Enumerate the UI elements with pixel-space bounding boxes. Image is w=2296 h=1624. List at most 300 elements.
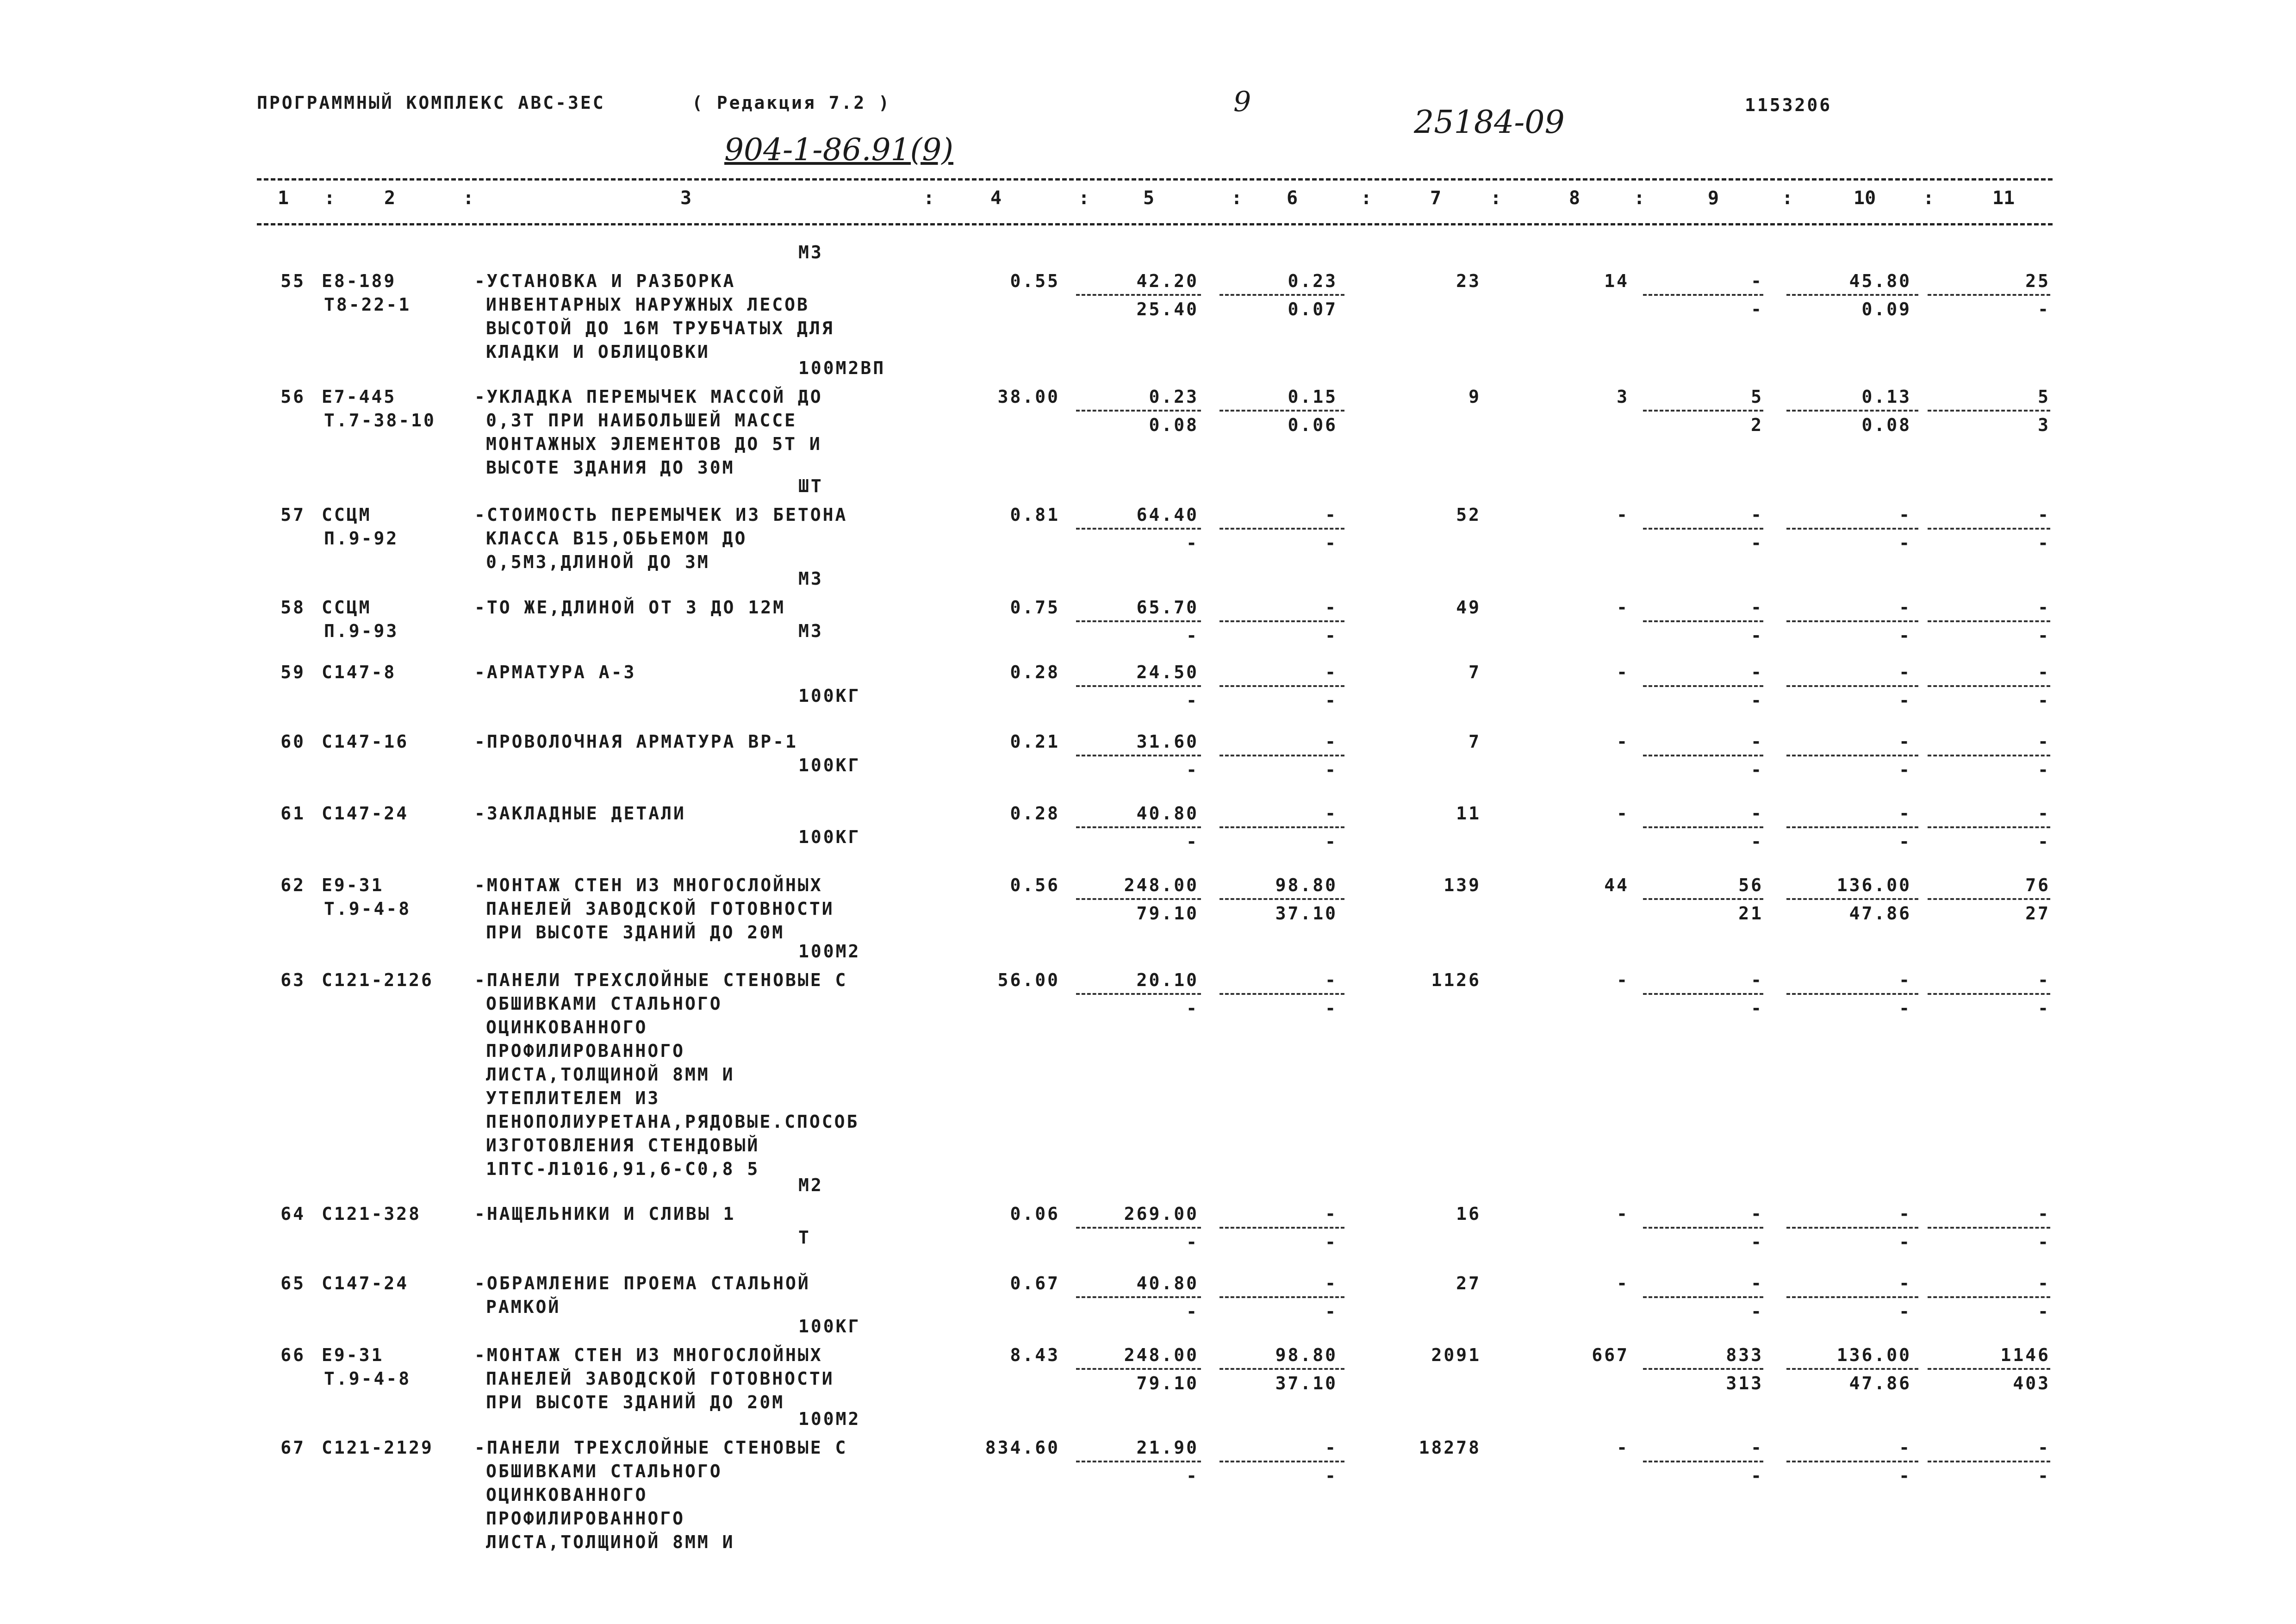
- work-description: ПЕНОПОЛИУРЕТАНА,РЯДОВЫЕ.СПОСОБ: [486, 1112, 859, 1132]
- labor-total-sub-cell: -: [2038, 998, 2050, 1018]
- quantity-cell: 0.21: [1010, 731, 1060, 752]
- project-code: 904-1-86.91(9): [724, 132, 953, 168]
- cell-divider: [1643, 528, 1763, 530]
- machine-cell: -: [1751, 662, 1763, 682]
- labor-sub-cell: -: [1899, 1466, 1911, 1486]
- rate-code: П.9-93: [324, 621, 399, 641]
- labor-sub-cell: -: [1899, 690, 1911, 711]
- machine-cell: -: [1751, 597, 1763, 618]
- unit-wage-sub-cell: -: [1325, 760, 1338, 780]
- cell-divider: [1643, 898, 1763, 900]
- row-number: 65: [280, 1273, 305, 1293]
- cell-divider: [1076, 1296, 1201, 1298]
- work-description: ОБШИВКАМИ СТАЛЬНОГО: [486, 993, 722, 1014]
- rate-code: Е7-445: [322, 387, 397, 407]
- total-cost-cell: 49: [1456, 597, 1481, 618]
- wages-cell: -: [1617, 1273, 1629, 1293]
- row-number: 56: [280, 387, 305, 407]
- labor-sub-cell: -: [1899, 1301, 1911, 1322]
- machine-sub-cell: -: [1751, 998, 1763, 1018]
- table-top-rule: [257, 178, 2053, 181]
- work-description: КЛАССА В15,ОБЬЕМОМ ДО: [486, 528, 747, 549]
- quantity-cell: 0.67: [1010, 1273, 1060, 1293]
- labor-sub-cell: -: [1899, 998, 1911, 1018]
- unit-cost-cell: 248.00: [1124, 1345, 1199, 1365]
- row-number: 63: [280, 970, 305, 990]
- work-description: УТЕПЛИТЕЛЕМ ИЗ: [486, 1088, 660, 1108]
- total-cost-cell: 9: [1468, 387, 1481, 407]
- rate-code: С121-2126: [322, 970, 434, 990]
- cell-divider: [1928, 898, 2050, 900]
- cell-divider: [1076, 755, 1201, 756]
- unit-cost-cell: 40.80: [1136, 1273, 1199, 1293]
- row-number: 57: [280, 505, 305, 525]
- rate-code: С147-8: [322, 662, 397, 682]
- labor-total-cell: -: [2038, 1273, 2050, 1293]
- wages-cell: -: [1617, 731, 1629, 752]
- unit-wage-sub-cell: -: [1325, 831, 1338, 852]
- quantity-cell: 56.00: [997, 970, 1060, 990]
- machine-sub-cell: -: [1751, 831, 1763, 852]
- cell-divider: [1786, 685, 1918, 687]
- unit-cost-cell: 20.10: [1136, 970, 1199, 990]
- machine-sub-cell: 2: [1751, 415, 1763, 435]
- cell-divider: [1786, 898, 1918, 900]
- unit-wage-sub-cell: -: [1325, 1466, 1338, 1486]
- column-header-11: 11: [1992, 187, 2015, 209]
- cell-divider: [1928, 294, 2050, 296]
- unit-wage-cell: -: [1325, 1437, 1338, 1458]
- work-description: -ОБРАМЛЕНИЕ ПРОЕМА СТАЛЬНОЙ: [474, 1273, 810, 1293]
- unit-label: 100КГ: [798, 755, 861, 775]
- cell-divider: [1076, 410, 1201, 412]
- rate-code: Т.9-4-8: [324, 899, 411, 919]
- cell-divider: [1928, 620, 2050, 622]
- column-separator: :: [1634, 187, 1645, 209]
- project-number: 1153206: [1745, 95, 1832, 115]
- cell-divider: [1786, 755, 1918, 756]
- rate-code: Е8-189: [322, 271, 397, 291]
- work-description: ИЗГОТОВЛЕНИЯ СТЕНДОВЫЙ: [486, 1135, 760, 1156]
- machine-sub-cell: -: [1751, 760, 1763, 780]
- wages-cell: 667: [1592, 1345, 1629, 1365]
- work-description: КЛАДКИ И ОБЛИЦОВКИ: [486, 342, 710, 362]
- quantity-cell: 0.06: [1010, 1204, 1060, 1224]
- work-description: РАМКОЙ: [486, 1297, 561, 1317]
- labor-total-sub-cell: -: [2038, 831, 2050, 852]
- labor-sub-cell: -: [1899, 533, 1911, 553]
- quantity-cell: 0.75: [1010, 597, 1060, 618]
- machine-cell: -: [1751, 1204, 1763, 1224]
- work-description: ПРОФИЛИРОВАННОГО: [486, 1508, 685, 1529]
- unit-wage-cell: -: [1325, 597, 1338, 618]
- work-description: 0,3Т ПРИ НАИБОЛЬШЕЙ МАССЕ: [486, 410, 797, 431]
- cell-divider: [1786, 826, 1918, 828]
- work-description: 1ПТС-Л1016,91,6-С0,8 5: [486, 1159, 760, 1179]
- work-description: ОБШИВКАМИ СТАЛЬНОГО: [486, 1461, 722, 1481]
- unit-cost-cell: 65.70: [1136, 597, 1199, 618]
- cell-divider: [1786, 294, 1918, 296]
- rate-code: С147-16: [322, 731, 409, 752]
- wages-cell: 44: [1604, 875, 1629, 895]
- rate-code: Е9-31: [322, 1345, 384, 1365]
- work-description: ЛИСТА,ТОЛЩИНОЙ 8ММ И: [486, 1064, 735, 1085]
- quantity-cell: 0.56: [1010, 875, 1060, 895]
- unit-wage-cell: 0.15: [1288, 387, 1338, 407]
- column-separator: :: [1923, 187, 1935, 209]
- quantity-cell: 0.28: [1010, 803, 1060, 824]
- total-cost-cell: 27: [1456, 1273, 1481, 1293]
- machine-sub-cell: -: [1751, 625, 1763, 646]
- labor-total-cell: -: [2038, 597, 2050, 618]
- rate-code: С147-24: [322, 803, 409, 824]
- machine-cell: -: [1751, 271, 1763, 291]
- cell-divider: [1786, 620, 1918, 622]
- column-separator: :: [1490, 187, 1502, 209]
- unit-wage-cell: -: [1325, 662, 1338, 682]
- labor-total-cell: -: [2038, 505, 2050, 525]
- machine-sub-cell: 313: [1726, 1373, 1763, 1393]
- unit-wage-sub-cell: -: [1325, 998, 1338, 1018]
- wages-cell: 14: [1604, 271, 1629, 291]
- doc-code: 25184-09: [1414, 104, 1565, 141]
- labor-cell: -: [1899, 1204, 1911, 1224]
- labor-cell: 136.00: [1836, 1345, 1911, 1365]
- cell-divider: [1220, 1461, 1344, 1462]
- cell-divider: [1220, 1296, 1344, 1298]
- labor-cell: 45.80: [1849, 271, 1911, 291]
- cell-divider: [1076, 993, 1201, 995]
- unit-wage-sub-cell: 0.06: [1288, 415, 1338, 435]
- labor-total-cell: -: [2038, 1204, 2050, 1224]
- work-description: -СТОИМОСТЬ ПЕРЕМЫЧЕК ИЗ БЕТОНА: [474, 505, 848, 525]
- column-separator: :: [1782, 187, 1793, 209]
- total-cost-cell: 11: [1456, 803, 1481, 824]
- total-cost-cell: 18278: [1419, 1437, 1481, 1458]
- work-description: МОНТАЖНЫХ ЭЛЕМЕНТОВ ДО 5Т И: [486, 434, 822, 454]
- cell-divider: [1928, 1296, 2050, 1298]
- cell-divider: [1928, 410, 2050, 412]
- cell-divider: [1928, 1368, 2050, 1370]
- unit-label: М2: [798, 1175, 823, 1195]
- work-description: ПРИ ВЫСОТЕ ЗДАНИЙ ДО 20М: [486, 1392, 785, 1412]
- rate-code: С121-2129: [322, 1437, 434, 1458]
- wages-cell: -: [1617, 662, 1629, 682]
- column-separator: :: [1078, 187, 1090, 209]
- unit-label: М3: [798, 621, 823, 641]
- machine-cell: 56: [1738, 875, 1763, 895]
- unit-label: 100М2: [798, 1409, 861, 1429]
- quantity-cell: 0.55: [1010, 271, 1060, 291]
- work-description: -МОНТАЖ СТЕН ИЗ МНОГОСЛОЙНЫХ: [474, 1345, 823, 1365]
- cell-divider: [1928, 528, 2050, 530]
- unit-wage-cell: 98.80: [1275, 1345, 1338, 1365]
- work-description: -НАЩЕЛЬНИКИ И СЛИВЫ 1: [474, 1204, 736, 1224]
- labor-total-sub-cell: -: [2038, 1232, 2050, 1252]
- cell-divider: [1643, 620, 1763, 622]
- cell-divider: [1220, 826, 1344, 828]
- wages-cell: 3: [1617, 387, 1629, 407]
- unit-cost-cell: 248.00: [1124, 875, 1199, 895]
- labor-total-cell: -: [2038, 1437, 2050, 1458]
- work-description: ОЦИНКОВАННОГО: [486, 1485, 648, 1505]
- labor-total-sub-cell: -: [2038, 625, 2050, 646]
- labor-total-cell: -: [2038, 970, 2050, 990]
- column-separator: :: [923, 187, 935, 209]
- labor-cell: -: [1899, 731, 1911, 752]
- work-description: -МОНТАЖ СТЕН ИЗ МНОГОСЛОЙНЫХ: [474, 875, 823, 895]
- machine-sub-cell: 21: [1738, 903, 1763, 924]
- cell-divider: [1928, 1227, 2050, 1229]
- unit-cost-cell: 31.60: [1136, 731, 1199, 752]
- cell-divider: [1928, 993, 2050, 995]
- labor-total-cell: 1146: [2000, 1345, 2050, 1365]
- work-description: ИНВЕНТАРНЫХ НАРУЖНЫХ ЛЕСОВ: [486, 294, 809, 315]
- work-description: ВЫСОТЕ ЗДАНИЯ ДО 30М: [486, 457, 735, 478]
- unit-label: 100КГ: [798, 1316, 861, 1337]
- labor-cell: -: [1899, 1273, 1911, 1293]
- unit-label: М3: [798, 568, 823, 589]
- machine-cell: -: [1751, 1437, 1763, 1458]
- cell-divider: [1928, 685, 2050, 687]
- labor-total-sub-cell: -: [2038, 690, 2050, 711]
- column-header-2: 2: [384, 187, 396, 209]
- machine-sub-cell: -: [1751, 533, 1763, 553]
- column-header-6: 6: [1287, 187, 1298, 209]
- labor-total-sub-cell: -: [2038, 533, 2050, 553]
- rate-code: П.9-92: [324, 528, 399, 549]
- labor-total-sub-cell: -: [2038, 299, 2050, 319]
- work-description: -УСТАНОВКА И РАЗБОРКА: [474, 271, 736, 291]
- unit-cost-sub-cell: 0.08: [1149, 415, 1199, 435]
- machine-cell: -: [1751, 1273, 1763, 1293]
- unit-label: Т: [798, 1227, 811, 1248]
- total-cost-cell: 7: [1468, 662, 1481, 682]
- unit-cost-cell: 24.50: [1136, 662, 1199, 682]
- quantity-cell: 0.81: [1010, 505, 1060, 525]
- row-number: 60: [280, 731, 305, 752]
- cell-divider: [1928, 755, 2050, 756]
- labor-cell: 136.00: [1836, 875, 1911, 895]
- labor-total-sub-cell: 3: [2038, 415, 2050, 435]
- quantity-cell: 38.00: [997, 387, 1060, 407]
- unit-wage-cell: -: [1325, 1273, 1338, 1293]
- work-description: ВЫСОТОЙ ДО 16М ТРУБЧАТЫХ ДЛЯ: [486, 318, 834, 338]
- unit-cost-cell: 0.23: [1149, 387, 1199, 407]
- work-description: ПАНЕЛЕЙ ЗАВОДСКОЙ ГОТОВНОСТИ: [486, 899, 834, 919]
- row-number: 61: [280, 803, 305, 824]
- rate-code: Т.7-38-10: [324, 410, 436, 431]
- work-description: -АРМАТУРА А-3: [474, 662, 636, 682]
- cell-divider: [1786, 1368, 1918, 1370]
- cell-divider: [1928, 1461, 2050, 1462]
- unit-wage-cell: -: [1325, 505, 1338, 525]
- unit-wage-cell: -: [1325, 970, 1338, 990]
- cell-divider: [1643, 1296, 1763, 1298]
- quantity-cell: 834.60: [985, 1437, 1060, 1458]
- unit-cost-sub-cell: -: [1186, 533, 1199, 553]
- cell-divider: [1076, 685, 1201, 687]
- unit-cost-cell: 40.80: [1136, 803, 1199, 824]
- row-number: 58: [280, 597, 305, 618]
- labor-total-cell: -: [2038, 662, 2050, 682]
- cell-divider: [1076, 826, 1201, 828]
- labor-cell: -: [1899, 803, 1911, 824]
- labor-total-sub-cell: 403: [2013, 1373, 2050, 1393]
- cell-divider: [1220, 685, 1344, 687]
- unit-cost-sub-cell: -: [1186, 760, 1199, 780]
- cell-divider: [1220, 1227, 1344, 1229]
- cell-divider: [1643, 294, 1763, 296]
- table-header-rule: [257, 223, 2053, 225]
- unit-wage-sub-cell: -: [1325, 1232, 1338, 1252]
- unit-wage-cell: -: [1325, 1204, 1338, 1224]
- unit-wage-sub-cell: 0.07: [1288, 299, 1338, 319]
- work-description: ПРОФИЛИРОВАННОГО: [486, 1041, 685, 1061]
- row-number: 62: [280, 875, 305, 895]
- machine-sub-cell: -: [1751, 1301, 1763, 1322]
- unit-cost-sub-cell: -: [1186, 625, 1199, 646]
- machine-sub-cell: -: [1751, 299, 1763, 319]
- cell-divider: [1076, 620, 1201, 622]
- work-description: ПАНЕЛЕЙ ЗАВОДСКОЙ ГОТОВНОСТИ: [486, 1368, 834, 1389]
- machine-cell: 5: [1751, 387, 1763, 407]
- rate-code: Т8-22-1: [324, 294, 411, 315]
- page-number: 9: [1233, 86, 1251, 118]
- column-header-1: 1: [278, 187, 289, 209]
- wages-cell: -: [1617, 803, 1629, 824]
- total-cost-cell: 1126: [1431, 970, 1481, 990]
- total-cost-cell: 23: [1456, 271, 1481, 291]
- machine-cell: -: [1751, 970, 1763, 990]
- cell-divider: [1643, 410, 1763, 412]
- unit-cost-sub-cell: -: [1186, 998, 1199, 1018]
- cell-divider: [1220, 620, 1344, 622]
- cell-divider: [1076, 528, 1201, 530]
- cell-divider: [1786, 993, 1918, 995]
- unit-cost-sub-cell: 25.40: [1136, 299, 1199, 319]
- cell-divider: [1786, 1461, 1918, 1462]
- rate-code: Т.9-4-8: [324, 1368, 411, 1389]
- wages-cell: -: [1617, 505, 1629, 525]
- work-description: ОЦИНКОВАННОГО: [486, 1017, 648, 1037]
- total-cost-cell: 139: [1444, 875, 1481, 895]
- unit-cost-sub-cell: -: [1186, 1301, 1199, 1322]
- program-title: ПРОГРАММНЫЙ КОМПЛЕКС АВС-3ЕС: [257, 93, 605, 113]
- machine-sub-cell: -: [1751, 1466, 1763, 1486]
- machine-cell: -: [1751, 803, 1763, 824]
- work-description: 0,5М3,ДЛИНОЙ ДО 3М: [486, 552, 710, 572]
- quantity-cell: 8.43: [1010, 1345, 1060, 1365]
- cell-divider: [1220, 528, 1344, 530]
- cell-divider: [1220, 294, 1344, 296]
- machine-cell: -: [1751, 505, 1763, 525]
- column-header-5: 5: [1143, 187, 1155, 209]
- unit-wage-cell: -: [1325, 803, 1338, 824]
- cell-divider: [1786, 410, 1918, 412]
- cell-divider: [1076, 898, 1201, 900]
- wages-cell: -: [1617, 1437, 1629, 1458]
- work-description: -ПАНЕЛИ ТРЕХСЛОЙНЫЕ СТЕНОВЫЕ С: [474, 970, 848, 990]
- unit-wage-sub-cell: -: [1325, 625, 1338, 646]
- cell-divider: [1220, 755, 1344, 756]
- labor-total-sub-cell: -: [2038, 1466, 2050, 1486]
- cell-divider: [1643, 755, 1763, 756]
- column-separator: :: [1231, 187, 1243, 209]
- unit-cost-sub-cell: -: [1186, 690, 1199, 711]
- column-header-10: 10: [1854, 187, 1876, 209]
- unit-label: 100М2ВП: [798, 358, 886, 378]
- cell-divider: [1220, 410, 1344, 412]
- cell-divider: [1643, 826, 1763, 828]
- rate-code: ССЦМ: [322, 597, 372, 618]
- unit-cost-sub-cell: -: [1186, 1232, 1199, 1252]
- labor-total-cell: -: [2038, 731, 2050, 752]
- labor-sub-cell: -: [1899, 760, 1911, 780]
- work-description: -ЗАКЛАДНЫЕ ДЕТАЛИ: [474, 803, 686, 824]
- unit-label: М3: [798, 242, 823, 262]
- cell-divider: [1786, 528, 1918, 530]
- wages-cell: -: [1617, 970, 1629, 990]
- total-cost-cell: 2091: [1431, 1345, 1481, 1365]
- labor-total-cell: 5: [2038, 387, 2050, 407]
- cell-divider: [1643, 993, 1763, 995]
- unit-cost-cell: 42.20: [1136, 271, 1199, 291]
- quantity-cell: 0.28: [1010, 662, 1060, 682]
- machine-sub-cell: -: [1751, 1232, 1763, 1252]
- unit-cost-cell: 64.40: [1136, 505, 1199, 525]
- labor-sub-cell: 47.86: [1849, 903, 1911, 924]
- unit-wage-sub-cell: -: [1325, 533, 1338, 553]
- unit-label: 100КГ: [798, 827, 861, 847]
- total-cost-cell: 16: [1456, 1204, 1481, 1224]
- cell-divider: [1220, 993, 1344, 995]
- row-number: 59: [280, 662, 305, 682]
- labor-total-cell: 76: [2025, 875, 2050, 895]
- wages-cell: -: [1617, 597, 1629, 618]
- labor-sub-cell: -: [1899, 625, 1911, 646]
- labor-cell: -: [1899, 597, 1911, 618]
- cell-divider: [1076, 1368, 1201, 1370]
- labor-total-sub-cell: -: [2038, 760, 2050, 780]
- column-separator: :: [1361, 187, 1372, 209]
- unit-wage-cell: -: [1325, 731, 1338, 752]
- machine-sub-cell: -: [1751, 690, 1763, 711]
- unit-label: 100М2: [798, 941, 861, 962]
- work-description: -ПРОВОЛОЧНАЯ АРМАТУРА ВР-1: [474, 731, 798, 752]
- rate-code: С121-328: [322, 1204, 422, 1224]
- rate-code: Е9-31: [322, 875, 384, 895]
- cell-divider: [1220, 898, 1344, 900]
- work-description: -УКЛАДКА ПЕРЕМЫЧЕК МАССОЙ ДО: [474, 387, 823, 407]
- cell-divider: [1643, 1461, 1763, 1462]
- rate-code: С147-24: [322, 1273, 409, 1293]
- unit-cost-cell: 269.00: [1124, 1204, 1199, 1224]
- labor-total-cell: 25: [2025, 271, 2050, 291]
- column-header-7: 7: [1430, 187, 1442, 209]
- row-number: 67: [280, 1437, 305, 1458]
- total-cost-cell: 52: [1456, 505, 1481, 525]
- unit-cost-sub-cell: -: [1186, 1466, 1199, 1486]
- unit-wage-cell: 98.80: [1275, 875, 1338, 895]
- cell-divider: [1928, 826, 2050, 828]
- unit-cost-sub-cell: 79.10: [1136, 903, 1199, 924]
- work-description: -ТО ЖЕ,ДЛИНОЙ ОТ 3 ДО 12М: [474, 597, 785, 618]
- cell-divider: [1643, 685, 1763, 687]
- edition-label: ( Редакция 7.2 ): [692, 93, 891, 113]
- rate-code: ССЦМ: [322, 505, 372, 525]
- unit-cost-sub-cell: 79.10: [1136, 1373, 1199, 1393]
